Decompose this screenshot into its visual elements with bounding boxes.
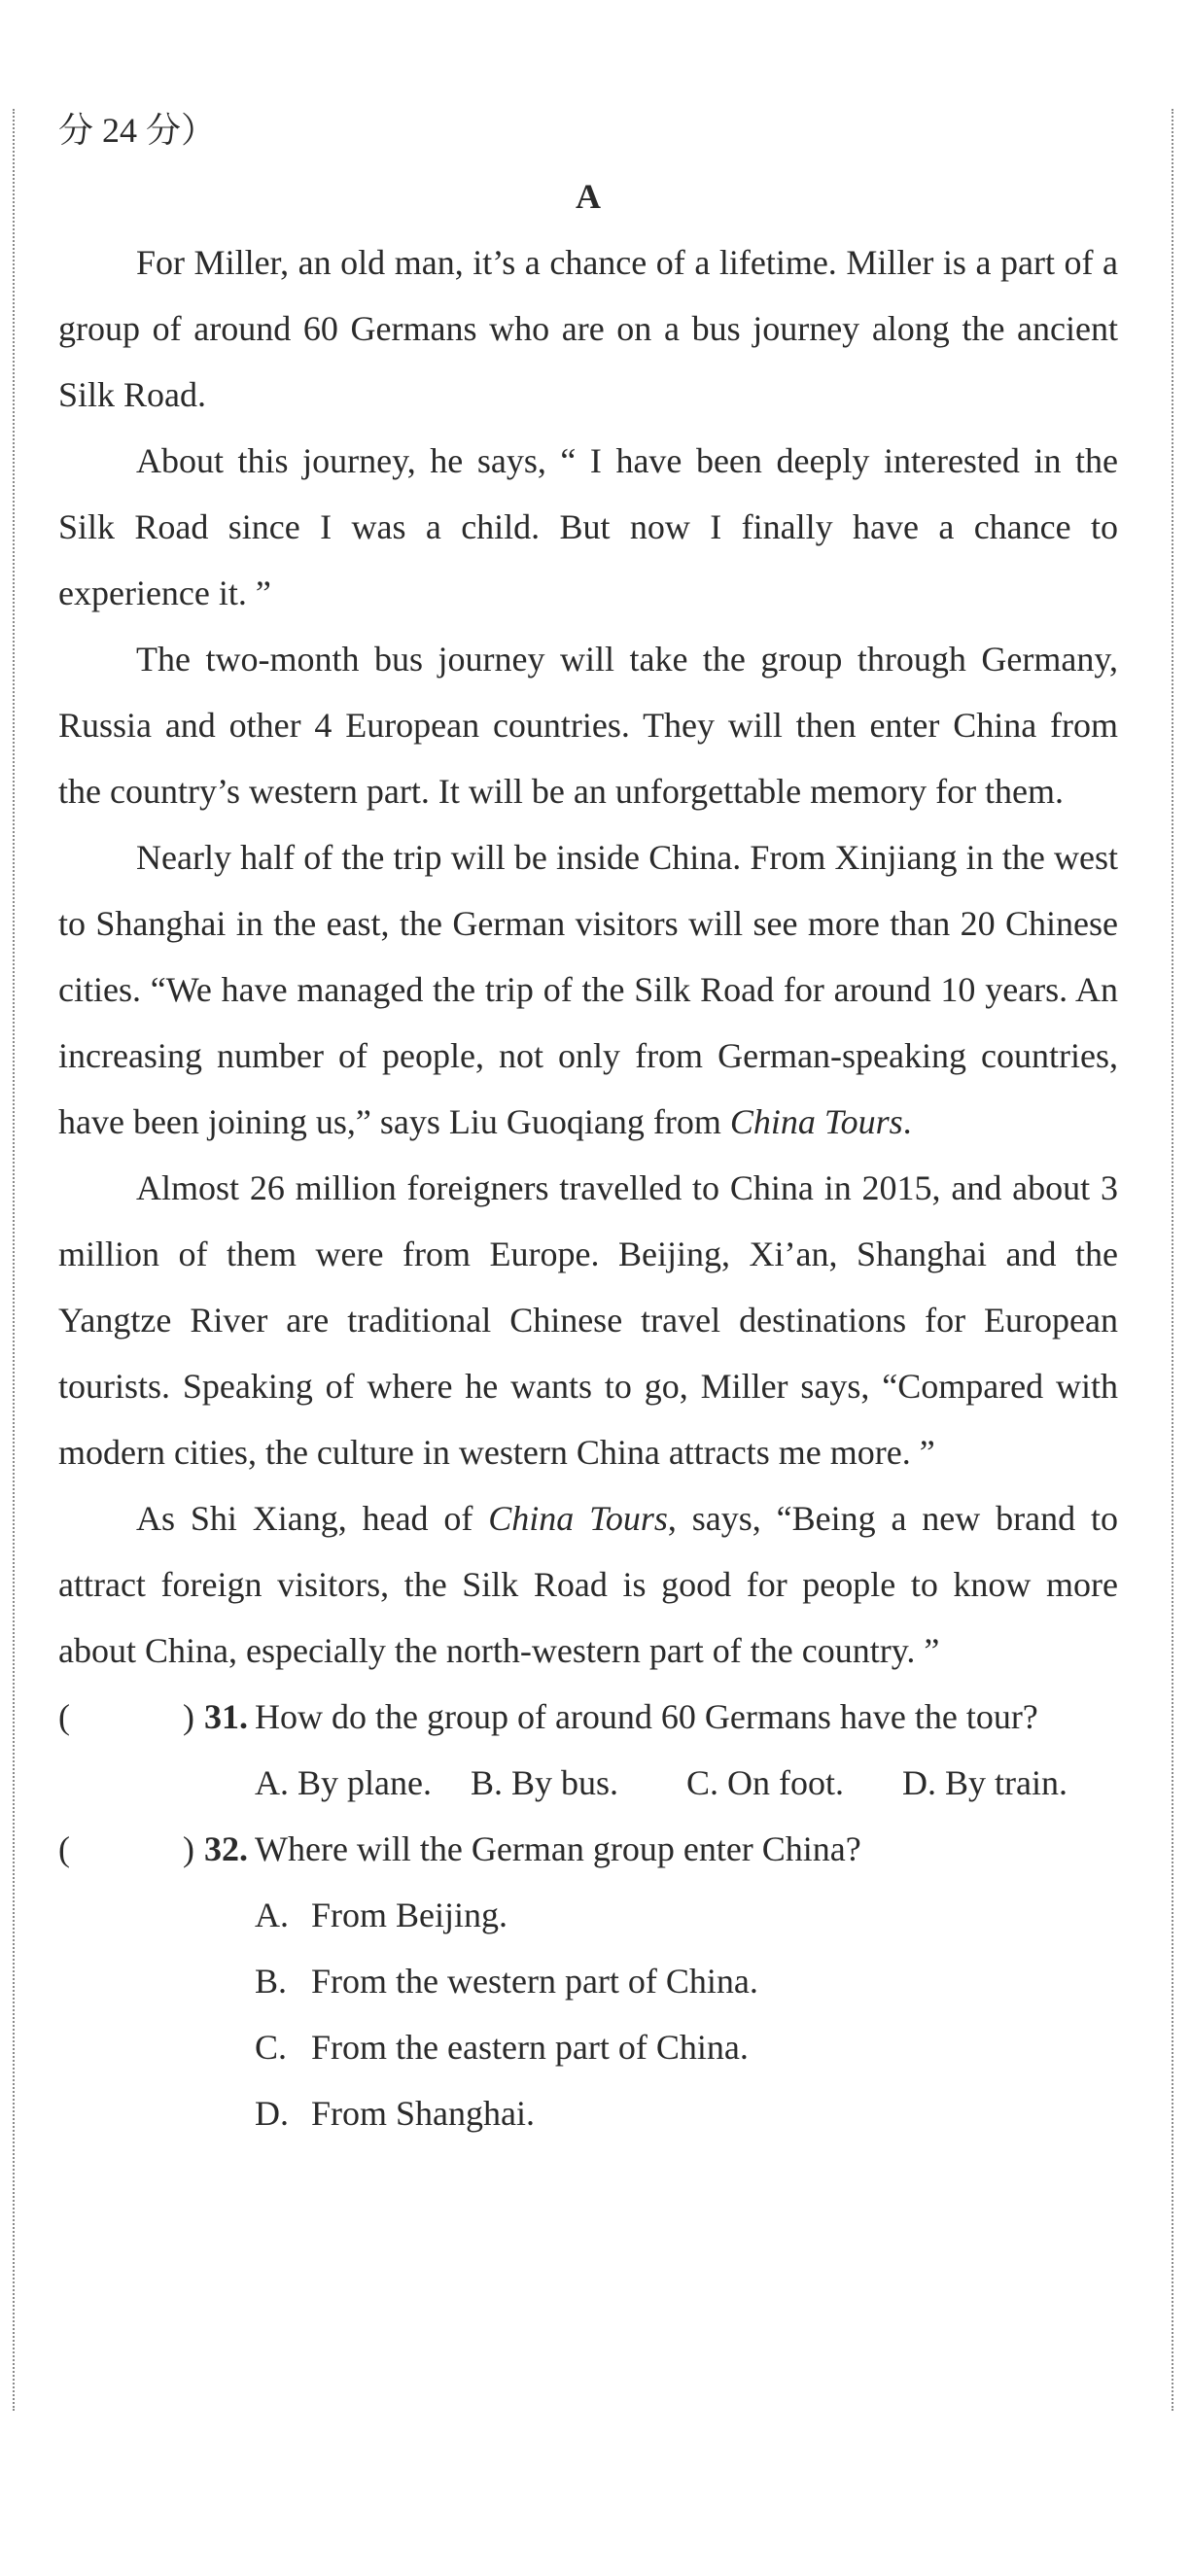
header-fragment: 分 24 分） <box>58 111 217 150</box>
passage-content <box>58 97 1118 2146</box>
option-c[interactable] <box>686 1750 902 1816</box>
paragraph-3: The two-month bus journey will take the group through Germany, Russia and other 4 European countries. They will then enter China from the country’s western part. It will be an unforgettable memory for them. <box>58 640 1118 811</box>
option-text: On foot. <box>727 1763 845 1802</box>
option-letter: B. <box>255 1962 288 2001</box>
option-text: By plane. <box>298 1763 432 1802</box>
answer-paren-close: ) <box>183 1829 194 1868</box>
paragraph-2: About this journey, he says, “ I have been deeply interested in the Silk Road since I was a child. But now I finally have a chance to experience it. ” <box>58 441 1118 612</box>
option-letter: C. <box>686 1763 719 1802</box>
option-b[interactable] <box>471 1750 686 1816</box>
options-row <box>255 1750 1118 1816</box>
option-a[interactable] <box>255 1882 1118 1948</box>
option-c[interactable] <box>255 2014 1118 2080</box>
answer-paren-open: ( <box>58 1829 70 1868</box>
option-text: From Shanghai. <box>311 2094 535 2133</box>
paragraph-4-source: China Tours <box>729 1102 903 1141</box>
paragraph-6-text: As Shi Xiang, head of <box>136 1499 489 1538</box>
option-text: From Beijing. <box>311 1896 508 1934</box>
question-stem: How do the group of around 60 Germans have the tour? <box>255 1697 1038 1736</box>
question-number: 32. <box>204 1829 248 1868</box>
question-number: 31. <box>204 1697 248 1736</box>
paragraph-6-source: China Tours <box>488 1499 668 1538</box>
option-letter: D. <box>902 1763 936 1802</box>
answer-blank-32[interactable] <box>58 1816 204 1882</box>
right-dotted-border <box>1172 109 1173 2411</box>
option-d[interactable] <box>902 1750 1118 1816</box>
paragraph-4-end: . <box>902 1102 912 1141</box>
option-letter: B. <box>471 1763 504 1802</box>
option-letter: A. <box>255 1763 289 1802</box>
answer-paren-open: ( <box>58 1697 70 1736</box>
option-letter: C. <box>255 2028 288 2067</box>
option-a[interactable] <box>255 1750 471 1816</box>
answer-paren-close: ) <box>183 1697 194 1736</box>
option-letter: D. <box>255 2094 289 2133</box>
option-b[interactable] <box>255 1948 1118 2014</box>
option-text: From the western part of China. <box>311 1962 758 2001</box>
paragraph-6-end: , says, “Being a new brand to attract foreign visitors, the Silk Road is good for people to know more about China, especially the north-western part of the country. ” <box>58 1499 1118 1670</box>
question-31 <box>58 1684 1118 1816</box>
left-dotted-border <box>13 109 15 2411</box>
option-d[interactable] <box>255 2080 1118 2146</box>
option-letter: A. <box>255 1896 289 1934</box>
section-title: A <box>576 177 601 216</box>
option-text: By bus. <box>511 1763 619 1802</box>
paragraph-1: For Miller, an old man, it’s a chance of a lifetime. Miller is a part of a group of around 60 Germans who are on a bus journey along the ancient Silk Road. <box>58 243 1118 414</box>
option-text: From the eastern part of China. <box>311 2028 749 2067</box>
paragraph-4-text: Nearly half of the trip will be inside China. From Xinjiang in the west to Shanghai in the east, the German visitors will see more than 20 Chinese cities. “We have managed the trip of the Silk Road for around 10 years. An increasing number of people, not only from German-speaking countries, have been joining us,” says Liu Guoqiang from <box>58 838 1118 1141</box>
question-stem: Where will the German group enter China? <box>255 1829 861 1868</box>
paragraph-4 <box>58 824 1118 1155</box>
paragraph-5: Almost 26 million foreigners travelled to China in 2015, and about 3 million of them were from Europe. Beijing, Xi’an, Shanghai and the Yangtze River are traditional Chinese travel destinations for European tourists. Speaking of where he wants to go, Miller says, “Compared with modern cities, the culture in western China attracts me more. ” <box>58 1168 1118 1472</box>
question-32 <box>58 1816 1118 2146</box>
paragraph-6 <box>58 1485 1118 1684</box>
option-text: By train. <box>945 1763 1068 1802</box>
answer-blank-31[interactable] <box>58 1684 204 1750</box>
